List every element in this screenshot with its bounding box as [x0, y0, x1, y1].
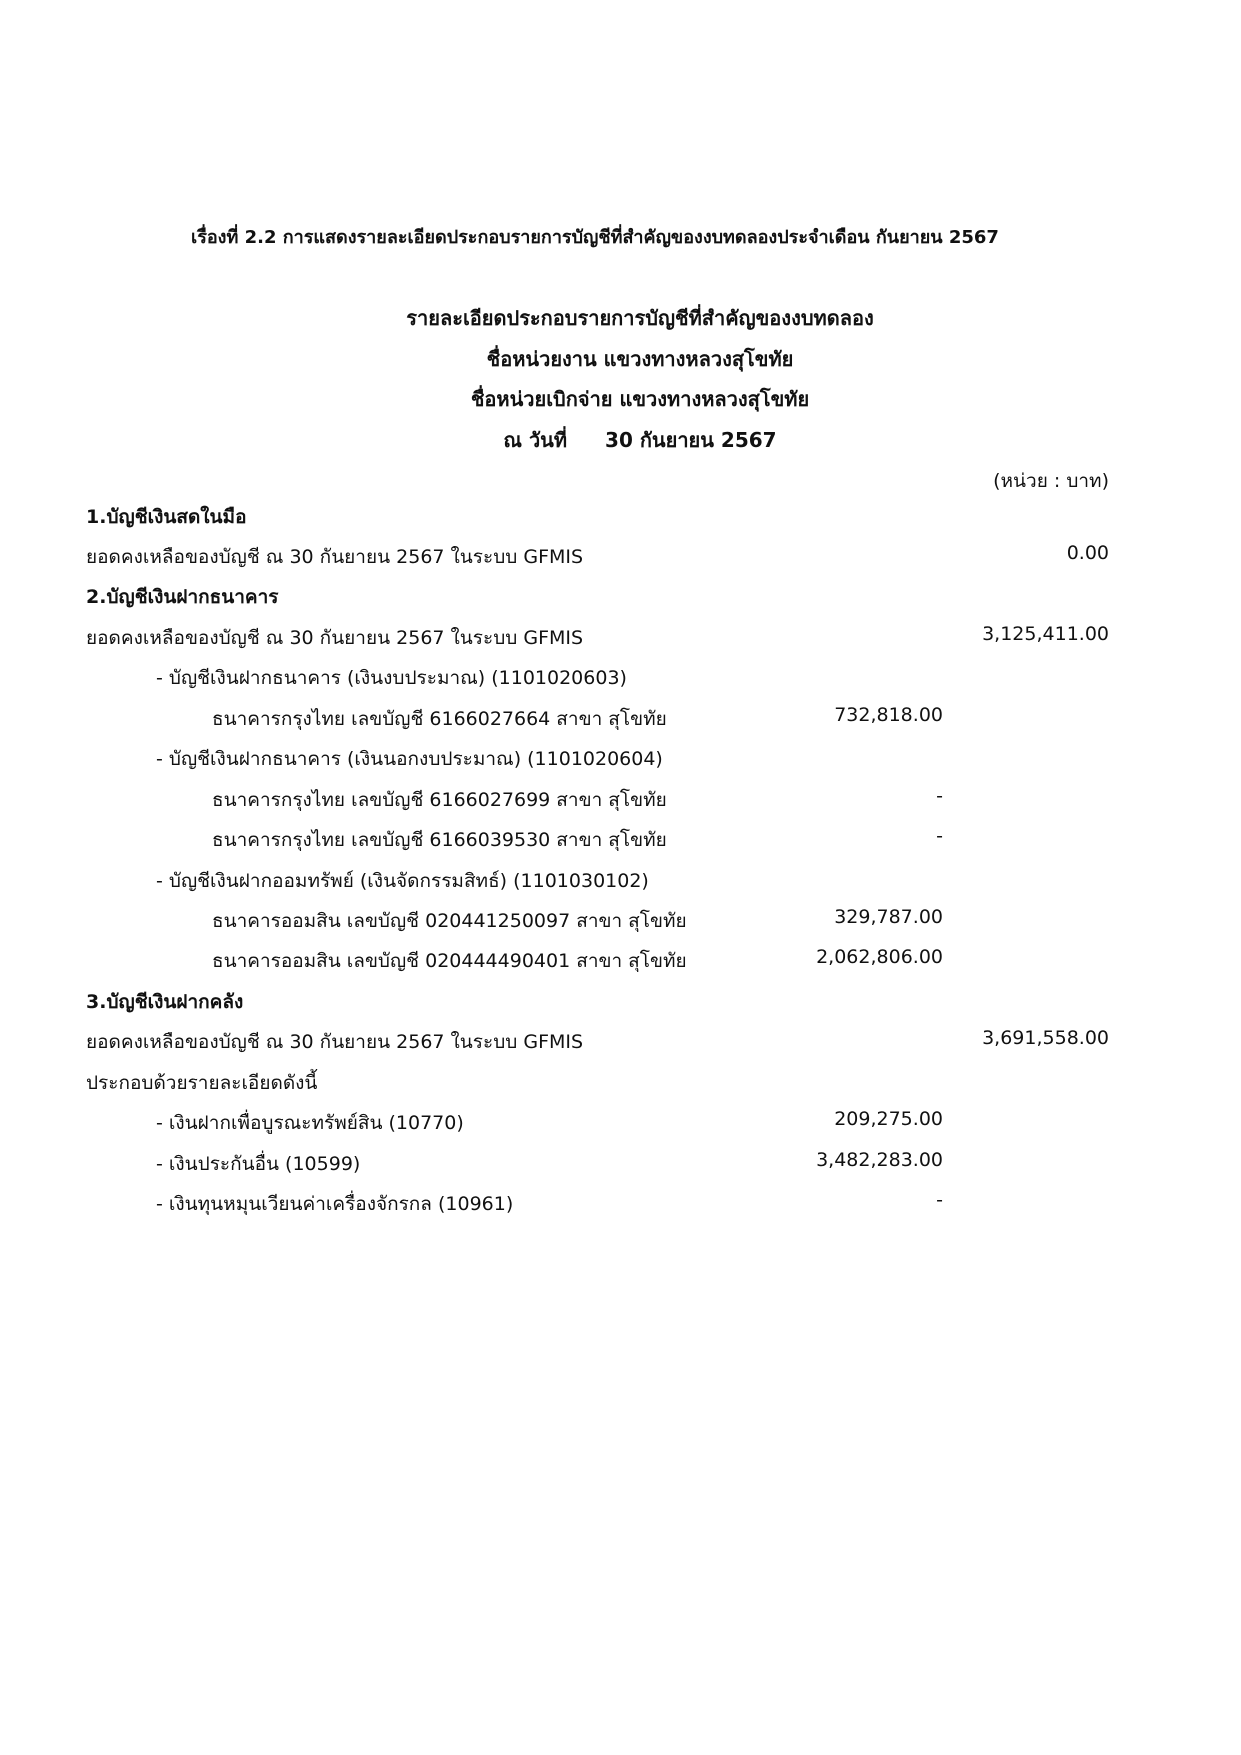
date-prefix: ณ วันที่: [503, 428, 568, 452]
section-heading: [0, 987, 1241, 1027]
row-amount: -: [936, 1189, 943, 1211]
row-label: ธนาคารออมสิน เลขบัญชี 020444490401 สาขา สุโขทัย: [212, 950, 687, 972]
row-label: - เงินทุนหมุนเวียนค่าเครื่องจักรกล (10961): [156, 1193, 514, 1215]
treasury-item-row: [0, 1108, 1241, 1148]
row-label: ธนาคารกรุงไทย เลขบัญชี 6166039530 สาขา สุโขทัย: [212, 829, 667, 851]
balance-row: [0, 542, 1241, 582]
document-subject: เรื่องที่ 2.2 การแสดงรายละเอียดประกอบรายการบัญชีที่สำคัญของงบทดลองประจำเดือน กันยายน 2567: [191, 227, 999, 248]
row-label: ธนาคารออมสิน เลขบัญชี 020441250097 สาขา สุโขทัย: [212, 910, 687, 932]
row-label: ธนาคารกรุงไทย เลขบัญชี 6166027699 สาขา สุโขทัย: [212, 789, 667, 811]
treasury-item-row: [0, 1189, 1241, 1229]
row-amount: 329,787.00: [834, 906, 943, 928]
row-label: ประกอบด้วยรายละเอียดดังนี้: [86, 1072, 318, 1094]
balance-row: [0, 623, 1241, 663]
agency-name: ชื่อหน่วยงาน แขวงทางหลวงสุโขทัย: [486, 347, 794, 371]
date-value: 30 กันยายน 2567: [605, 428, 777, 452]
balance-row: [0, 1027, 1241, 1067]
sub-account-row: [0, 866, 1241, 906]
row-label: - บัญชีเงินฝากธนาคาร (เงินงบประมาณ) (1101020603): [156, 667, 627, 689]
row-label: ธนาคารกรุงไทย เลขบัญชี 6166027664 สาขา สุโขทัย: [212, 708, 667, 730]
row-amount: -: [936, 825, 943, 847]
row-label: ยอดคงเหลือของบัญชี ณ 30 กันยายน 2567 ในระบบ GFMIS: [86, 627, 584, 649]
row-label: ยอดคงเหลือของบัญชี ณ 30 กันยายน 2567 ในระบบ GFMIS: [86, 546, 584, 568]
sub-account-row: [0, 744, 1241, 784]
row-label: - เงินฝากเพื่อบูรณะทรัพย์สิน (10770): [156, 1112, 464, 1134]
sub-account-row: [0, 663, 1241, 703]
bank-account-row: [0, 704, 1241, 744]
bank-account-row: [0, 946, 1241, 986]
section-heading: [0, 582, 1241, 622]
report-date: [0, 424, 1241, 456]
unit-label: (หน่วย : บาท): [993, 470, 1109, 492]
row-total: 3,125,411.00: [982, 623, 1109, 645]
row-label: 2.บัญชีเงินฝากธนาคาร: [86, 586, 279, 608]
treasury-item-row: [0, 1149, 1241, 1189]
row-total: 0.00: [1066, 542, 1109, 564]
row-amount: -: [936, 785, 943, 807]
bank-account-row: [0, 785, 1241, 825]
disbursing-unit-name: ชื่อหน่วยเบิกจ่าย แขวงทางหลวงสุโขทัย: [470, 387, 810, 411]
row-total: 3,691,558.00: [982, 1027, 1109, 1049]
row-label: 3.บัญชีเงินฝากคลัง: [86, 991, 244, 1013]
row-label: ยอดคงเหลือของบัญชี ณ 30 กันยายน 2567 ในระบบ GFMIS: [86, 1031, 584, 1053]
report-title: รายละเอียดประกอบรายการบัญชีที่สำคัญของงบทดลอง: [406, 306, 874, 330]
row-amount: 2,062,806.00: [816, 946, 943, 968]
row-amount: 209,275.00: [834, 1108, 943, 1130]
row-amount: 732,818.00: [834, 704, 943, 726]
bank-account-row: [0, 906, 1241, 946]
row-amount: 3,482,283.00: [816, 1149, 943, 1171]
section-heading: [0, 502, 1241, 542]
row-label: 1.บัญชีเงินสดในมือ: [86, 506, 247, 528]
row-label: - บัญชีเงินฝากออมทรัพย์ (เงินจัดกรรมสิทธ์) (1101030102): [156, 870, 649, 892]
details-intro-row: [0, 1068, 1241, 1108]
row-label: - บัญชีเงินฝากธนาคาร (เงินนอกงบประมาณ) (1101020604): [156, 748, 663, 770]
bank-account-row: [0, 825, 1241, 865]
row-label: - เงินประกันอื่น (10599): [156, 1153, 361, 1175]
